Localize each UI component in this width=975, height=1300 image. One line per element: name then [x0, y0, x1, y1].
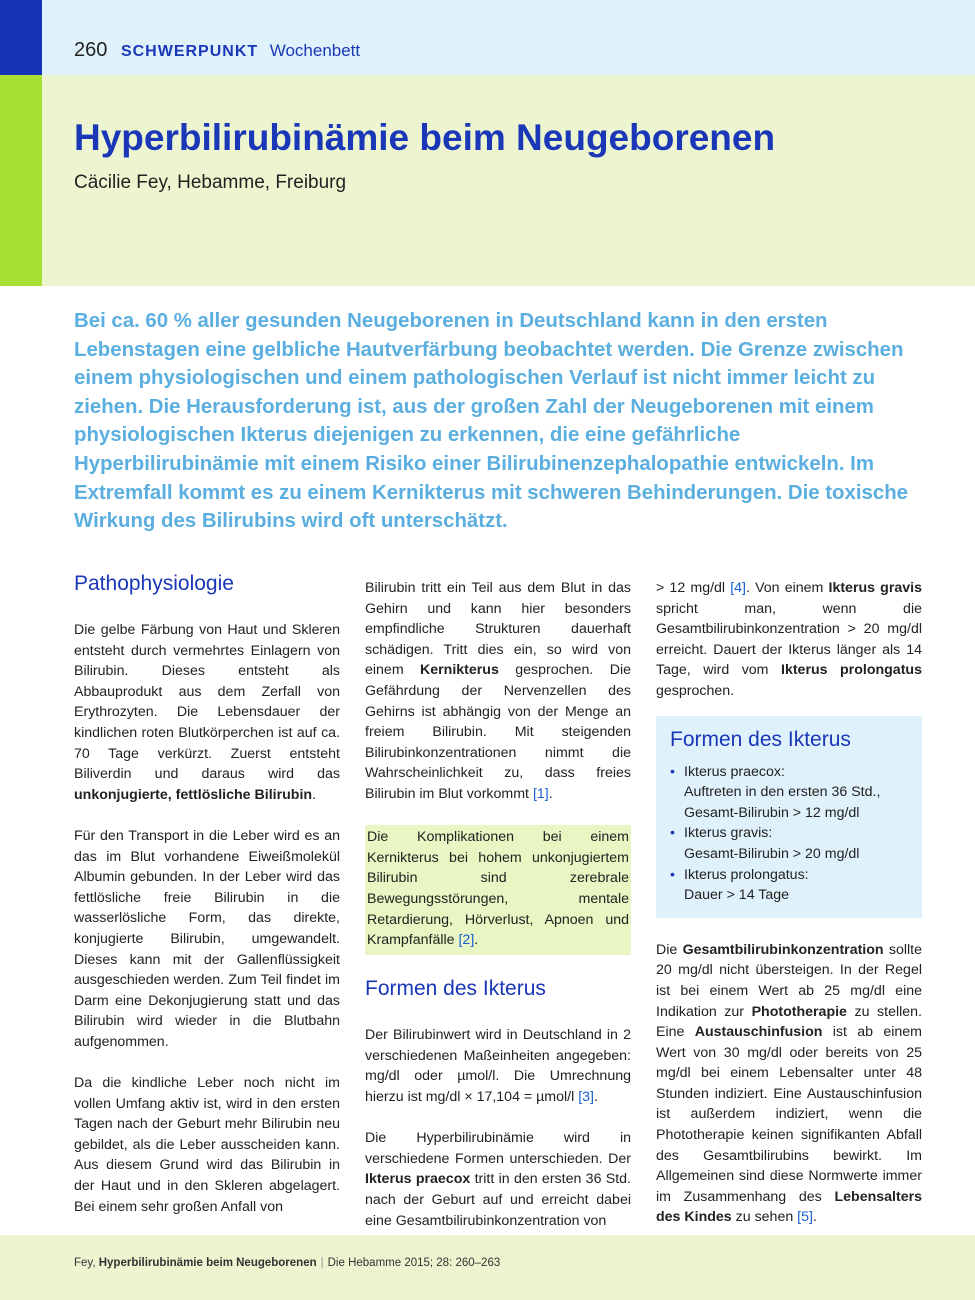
- citation-link[interactable]: [2]: [458, 932, 475, 949]
- paragraph: Da die kindliche Leber noch nicht im vollen Umfang aktiv ist, wird in den ersten Tagen nach der Geburt mehr Bilirubin neu gebildet, als die Leber ausscheiden kann. Aus diesem Grund wird das Bilirubin in der Haut und in den Skleren abgelagert. Bei einem sehr großen Anfall von: [74, 1075, 340, 1215]
- article-author: Cäcilie Fey, Hebamme, Freiburg: [74, 172, 347, 193]
- info-box-title: Formen des Ikterus: [670, 727, 851, 751]
- citation-link[interactable]: [5]: [797, 1209, 813, 1226]
- paragraph: > 12 mg/dl [4]. Von einem Ikterus gravis spricht man, wenn die Gesamtbilirubinkonzentration > 20 mg/dl erreicht. Dauert der Ikterus länger als 14 Tage, wird vom Ikterus prolongatus gesprochen.: [656, 580, 922, 699]
- list-item: • Ikterus gravis: Gesamt-Bilirubin > 20 mg/dl: [670, 823, 908, 864]
- paragraph: Die Hyperbilirubinämie wird in verschiedene Formen unterschieden. Der Ikterus praecox tritt in den ersten 36 Std. nach der Geburt auf und erreicht dabei eine Gesamtbilirubinkonzentration von: [365, 1130, 632, 1229]
- paragraph: Die Gesamtbilirubinkonzentration sollte 20 mg/dl nicht übersteigen. In der Regel ist bei einem Wert ab 25 mg/dl eine Indikation zur Phototherapie zu stellen. Eine Austauschinfusion ist ab einem Wert von 30 mg/dl oder bereits von 25 mg/dl bei einem Lebensalter unter 48 Stunden indiziert. Eine Austauschinfusion ist außerdem indiziert, wenn die Phototherapie keinen signifikanten Abfall des Gesamtbilirubins bewirkt. Im Allgemeinen sind diese Normwerte immer im Zusammenhang des Lebensalters des Kindes zu sehen [5].: [656, 941, 922, 1226]
- highlighted-paragraph: Die Komplikationen bei einem Kernikterus bei hohem unkonjugiertem Bilirubin sind zerebrale Bewegungsstörungen, mentale Retardierung, Hörverlust, Apnoen und Krampfanfälle [2].: [365, 825, 631, 955]
- column-1: [74, 570, 340, 1238]
- paragraph: Bilirubin tritt ein Teil aus dem Blut in das Gehirn und kann hier besonders empfindliche Strukturen dauerhaft schädigen. Tritt dies ein, so wird von einem Kernikterus gesprochen. Die Gefährdung der Nervenzellen des Gehirns ist abhängig von der Menge an freiem Bilirubin. Mit steigenden Bilirubinkonzentrationen nimmt die Wahrscheinlichkeit zu, dass freies Bilirubin im Blut vorkommt [1].: [365, 580, 631, 802]
- column-3: [656, 578, 922, 1249]
- citation-link[interactable]: [4]: [730, 580, 746, 596]
- page-number: 260: [74, 39, 108, 61]
- info-box-list: [670, 762, 908, 906]
- title-color-tab: [0, 75, 42, 286]
- header-color-tab: [0, 0, 42, 75]
- info-box: [656, 716, 922, 918]
- column-2: [365, 578, 631, 1252]
- running-header: [0, 0, 975, 75]
- citation-link[interactable]: [3]: [578, 1089, 594, 1106]
- paragraph: Die gelbe Färbung von Haut und Skleren entsteht durch vermehrtes Einlagern von Bilirubin. Dieses entsteht als Abbauprodukt aus dem Zerfall von Erythrozyten. Die Lebensdauer der kindlichen roten Blutkörperchen ist auf ca. 70 Tage verkürzt. Zuerst entsteht Biliverdin und daraus wird das unkonjugierte, fettlösliche Bilirubin.: [74, 622, 340, 803]
- lead-paragraph: Bei ca. 60 % aller gesunden Neugeborenen in Deutschland kann in den ersten Lebenstagen eine gelbliche Hautverfärbung beobachtet werden. Die Grenze zwischen einem physiologischen und einem pathologischen Verlauf ist nicht immer leicht zu ziehen. Die Herausforderung ist, aus der großen Zahl der Neugeborenen mit einem physiologischen Ikterus diejenigen zu erkennen, die eine gefährliche Hyperbilirubinämie mit einem Risiko einer Bilirubinenzephalopathie entwickeln. Im Extremfall kommt es zu einem Kernikterus mit schweren Behinderungen. Die toxische Wirkung des Bilirubins wird oft unterschätzt.: [74, 310, 908, 533]
- list-item: • Ikterus praecox: Auftreten in den ersten 36 Std., Gesamt-Bilirubin > 12 mg/dl: [670, 762, 908, 824]
- list-item: • Ikterus prolongatus: Dauer > 14 Tage: [670, 865, 908, 906]
- article-title: Hyperbilirubinämie beim Neugeborenen: [74, 117, 776, 158]
- citation-link[interactable]: [1]: [532, 785, 549, 802]
- paragraph: Der Bilirubinwert wird in Deutschland in 2 verschiedenen Maßeinheiten angegeben: mg/dl oder µmol/l. Die Umrechnung hierzu ist mg/dl × 17,104 = µmol/l [3].: [365, 1027, 631, 1106]
- heading-pathophysiologie: Pathophysiologie: [74, 572, 234, 595]
- heading-formen-des-ikterus: Formen des Ikterus: [365, 977, 546, 1001]
- page-footer: [0, 1235, 975, 1300]
- subsection-label: Wochenbett: [269, 41, 361, 60]
- header-text: [74, 38, 360, 64]
- footer-citation: Fey, Hyperbilirubinämie beim Neugeborenen | Die Hebamme 2015; 28: 260–263: [74, 1257, 501, 1269]
- paragraph: Für den Transport in die Leber wird es an das im Blut vorhandene Eiweißmolekül Albumin gebunden. In der Leber wird das fettlösliche freie Bilirubin in die wasserlösliche Form, das direkte, konjugierte Bilirubin, umgewandelt. Dieses kann mit der Gallenflüssigkeit ausgeschieden werden. Zum Teil findet im Darm eine Dekonjugierung statt und das Bilirubin wird wieder in die Blutbahn aufgenommen.: [74, 827, 340, 1050]
- section-label: SCHWERPUNKT: [120, 43, 259, 60]
